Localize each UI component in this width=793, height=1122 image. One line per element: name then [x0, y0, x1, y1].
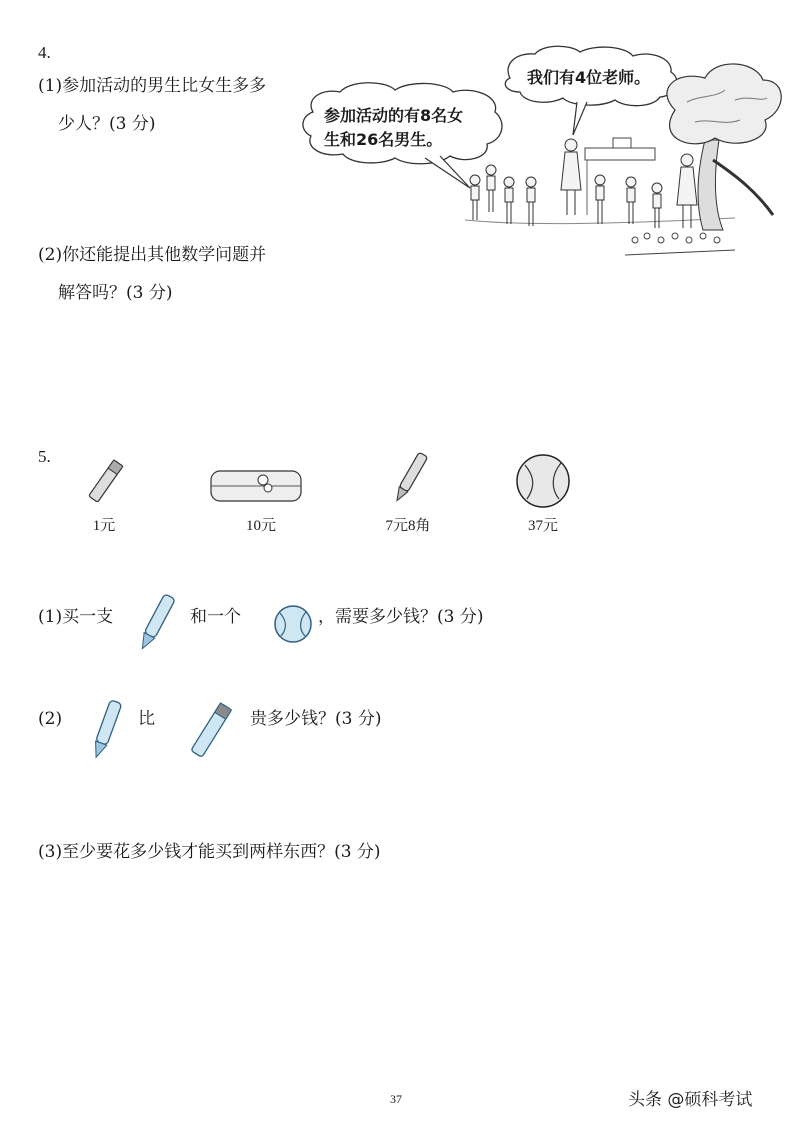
item-price-4: 37元 [527, 518, 558, 534]
kids-bubble-line2: 生和26名男生。 [324, 130, 443, 149]
teacher-figure-left [561, 139, 581, 215]
question-5-number: 5. [38, 447, 51, 466]
q4-part1-line2: 少人？(3 分) [58, 114, 156, 134]
item-price-1: 1元 [92, 518, 116, 534]
teacher-bubble-text: 我们有4位老师。 [527, 68, 651, 87]
q5-part2-mid: 比 [138, 709, 155, 729]
baseball-icon [513, 451, 573, 511]
marker-pen-icon [180, 700, 240, 766]
baseball-icon [272, 603, 314, 645]
kids-bubble-line1: 参加活动的有8名女 [324, 106, 464, 125]
q5-part1-suffix: ，需要多少钱？(3 分) [318, 607, 484, 627]
question-4-number: 4. [38, 43, 51, 62]
q5-part2-prefix: (2) [38, 709, 63, 729]
q5-part1-prefix: (1)买一支 [38, 607, 114, 627]
q4-part2-line2: 解答吗？(3 分) [58, 283, 173, 303]
children-group-left [470, 165, 536, 226]
teacher-figure-right [677, 154, 697, 228]
q5-part2-suffix: 贵多少钱？(3 分) [250, 709, 382, 729]
q4-part1-line1: (1)参加活动的男生比女生多多 [38, 76, 267, 96]
pencil-case-icon [208, 466, 304, 506]
children-group-right [595, 175, 662, 228]
marker-pen-icon [80, 455, 130, 510]
page-number: 37 [390, 1092, 402, 1106]
item-price-3: 7元8角 [385, 518, 431, 534]
fountain-pen-icon [83, 697, 129, 763]
q4-part2-line1: (2)你还能提出其他数学问题并 [38, 245, 267, 265]
watermark: 头条 @硕科考试 [628, 1090, 753, 1110]
teacher-speech-bubble [505, 46, 677, 135]
fountain-pen-icon [133, 590, 179, 656]
fountain-pen-icon [385, 448, 435, 508]
flowers-icon [625, 233, 735, 255]
q5-part3: (3)至少要花多少钱才能买到两样东西？(3 分) [38, 842, 381, 862]
q5-part1-mid: 和一个 [190, 607, 241, 627]
item-price-2: 10元 [245, 518, 276, 534]
